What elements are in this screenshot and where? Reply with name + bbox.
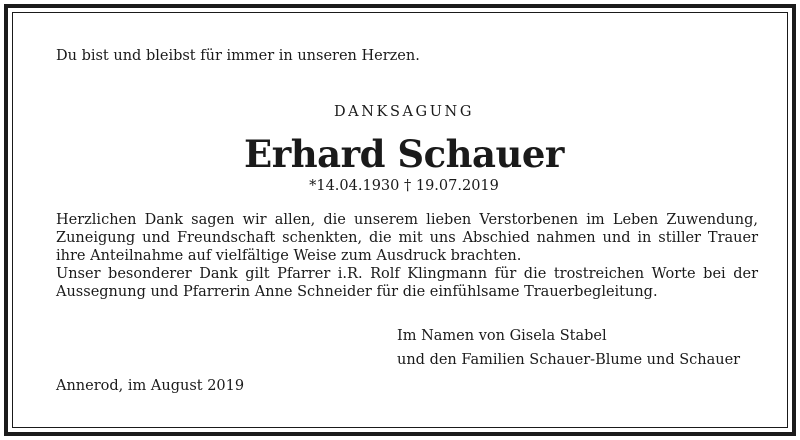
thank-you-paragraph-1 <box>56 211 758 265</box>
text-line: Herzlichen Dank sagen wir allen, die unserem lieben Verstorbenen im Leben Zuwendung, <box>56 212 758 228</box>
motto-text: Du bist und bleibst für immer in unseren Herzen. <box>56 48 420 64</box>
signature-block <box>397 324 740 372</box>
text-line: ihre Anteilnahme auf vielfältige Weise zum Ausdruck brachten. <box>56 248 522 264</box>
place-and-date: Annerod, im August 2019 <box>56 378 245 394</box>
deceased-name: Erhard Schauer <box>244 132 564 176</box>
signature-line-2: und den Familien Schauer-Blume und Schauer <box>397 352 741 368</box>
thank-you-text <box>56 211 758 301</box>
obituary-card <box>4 4 796 436</box>
signature-line-1: Im Namen von Gisela Stabel <box>397 328 607 344</box>
notice-heading: DANKSAGUNG <box>333 104 475 120</box>
life-dates: *14.04.1930 † 19.07.2019 <box>309 178 499 194</box>
text-line: Unser besonderer Dank gilt Pfarrer i.R. Rolf Klingmann für die trostreichen Worte bei der <box>56 266 758 282</box>
text-line: Zuneigung und Freundschaft schenkten, die mit uns Abschied nahmen und in stiller Trauer <box>56 230 758 246</box>
thank-you-paragraph-2 <box>56 265 758 301</box>
text-line: Aussegnung und Pfarrerin Anne Schneider für die einfühlsame Trauerbegleitung. <box>56 284 658 300</box>
